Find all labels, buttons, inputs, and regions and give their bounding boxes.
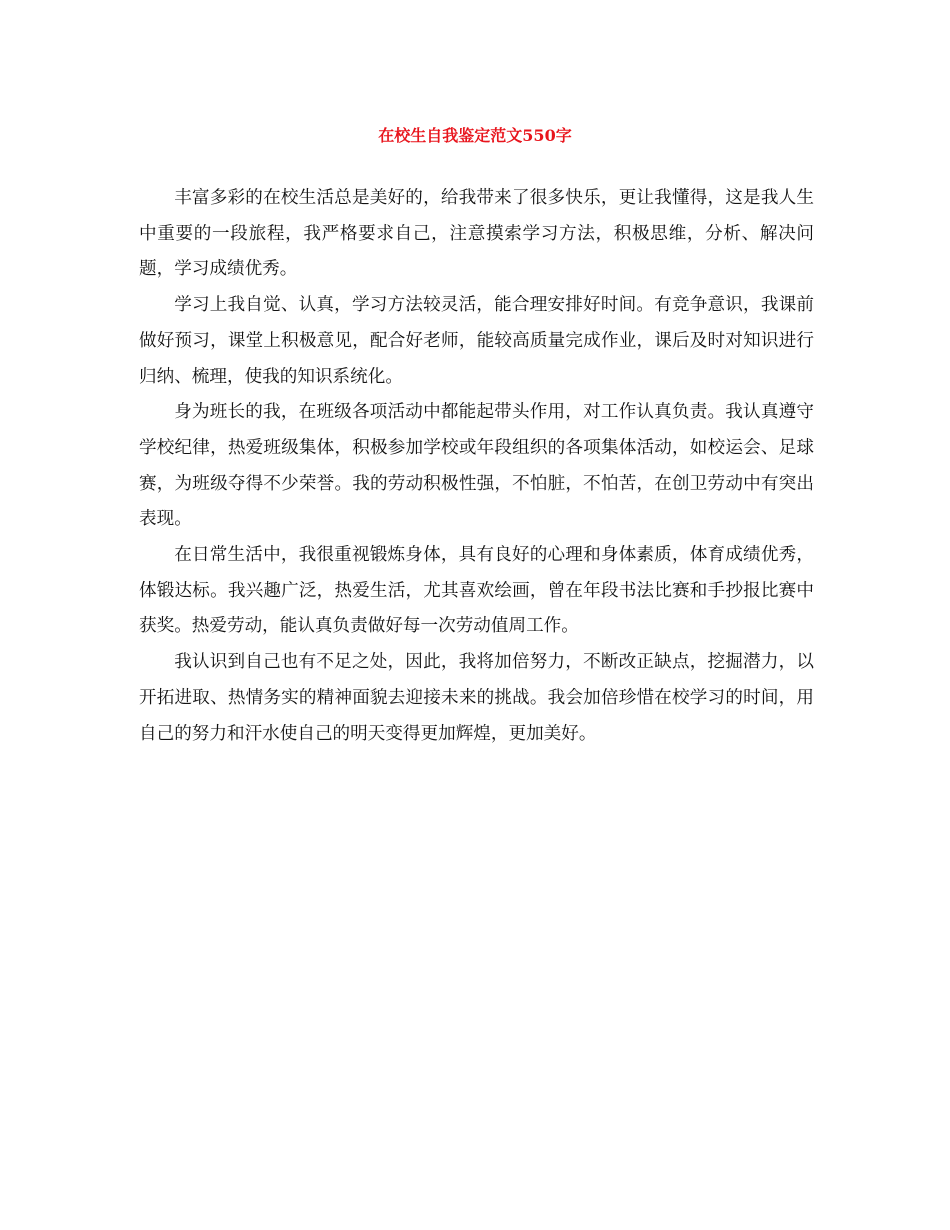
document-body <box>139 181 814 752</box>
paragraph-4: 在日常生活中，我很重视锻炼身体，具有良好的心理和身体素质，体育成绩优秀，体锻达标。我兴趣广泛，热爱生活，尤其喜欢绘画，曾在年段书法比赛和手抄报比赛中获奖。热爱劳动，能认真负责做好每一次劳动值周工作。 <box>139 545 814 637</box>
paragraph-1: 丰富多彩的在校生活总是美好的，给我带来了很多快乐，更让我懂得，这是我人生中重要的一段旅程，我严格要求自己，注意摸索学习方法，积极思维，分析、解决问题，学习成绩优秀。 <box>139 188 814 280</box>
paragraph-2: 学习上我自觉、认真，学习方法较灵活，能合理安排好时间。有竞争意识，我课前做好预习，课堂上积极意见，配合好老师，能较高质量完成作业，课后及时对知识进行归纳、梳理，使我的知识系统化。 <box>139 295 814 387</box>
paragraph-5: 我认识到自己也有不足之处，因此，我将加倍努力，不断改正缺点，挖掘潜力，以开拓进取、热情务实的精神面貌去迎接未来的挑战。我会加倍珍惜在校学习的时间，用自己的努力和汗水使自己的明天变得更加辉煌，更加美好。 <box>139 652 814 744</box>
paragraph-3: 身为班长的我，在班级各项活动中都能起带头作用，对工作认真负责。我认真遵守学校纪律，热爱班级集体，积极参加学校或年段组织的各项集体活动，如校运会、足球赛，为班级夺得不少荣誉。我的劳动积极性强，不怕脏，不怕苦，在创卫劳动中有突出表现。 <box>139 402 814 530</box>
document-title: 在校生自我鉴定范文550字 <box>378 126 572 145</box>
